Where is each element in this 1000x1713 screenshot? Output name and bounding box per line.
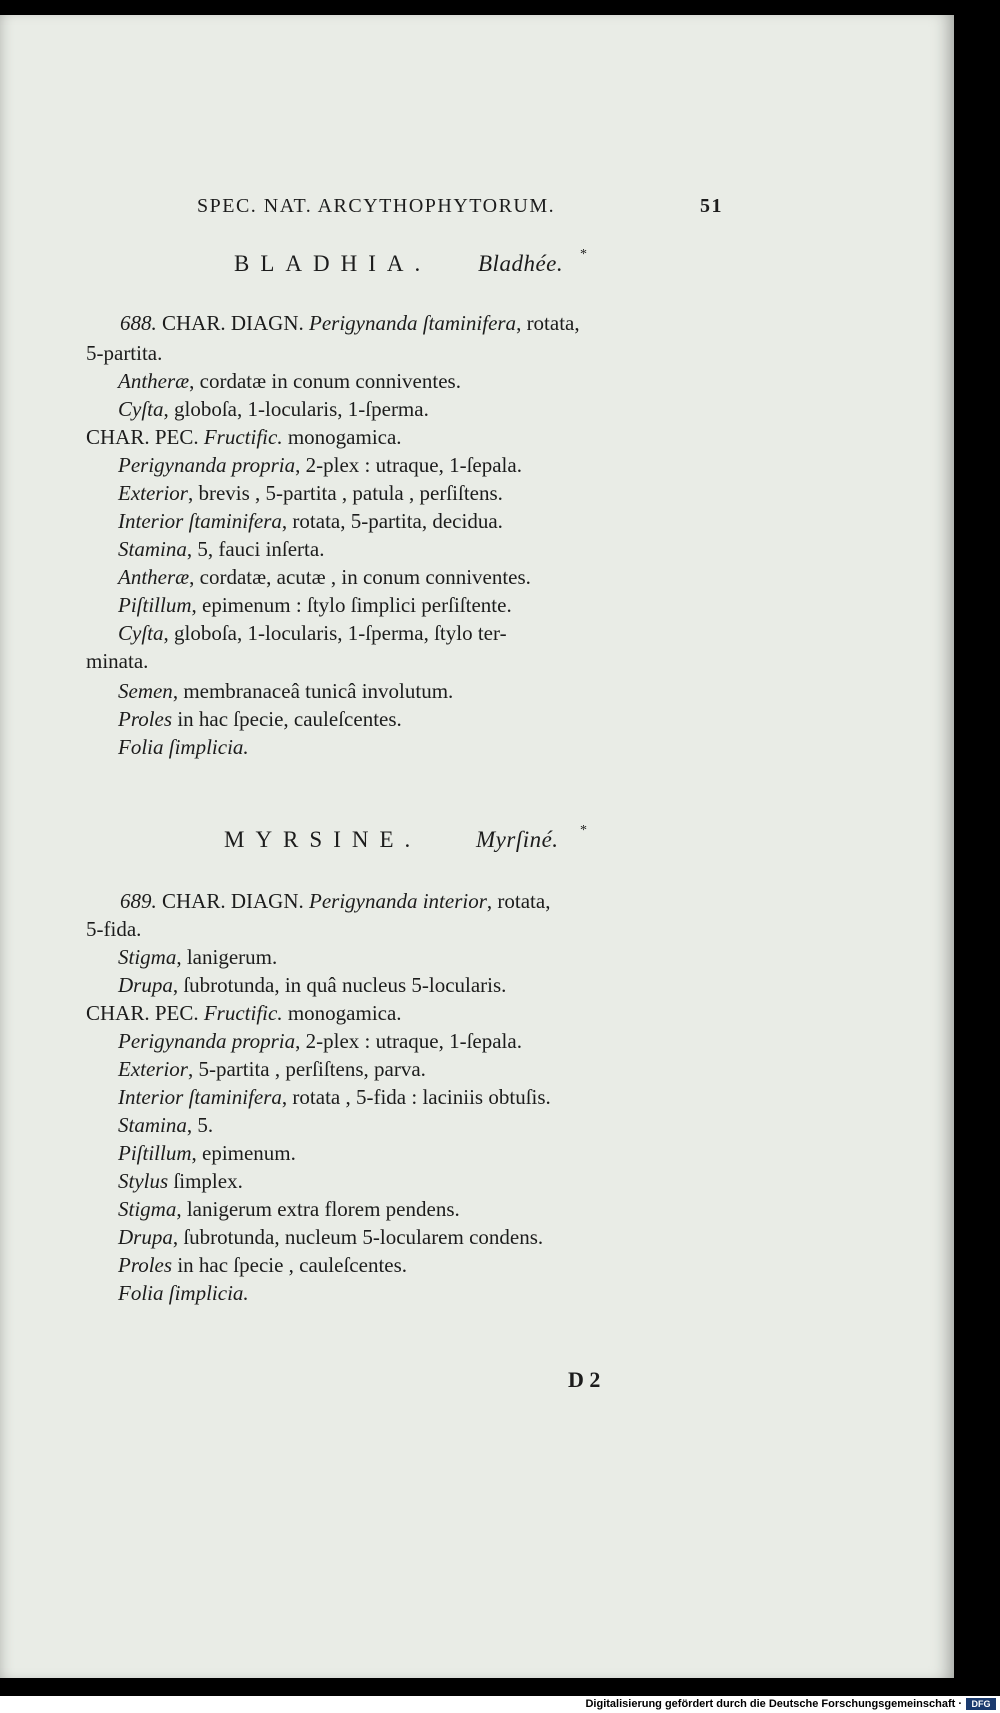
description: , 2-plex : utraque, 1-ſepala.: [295, 453, 522, 477]
running-title: SPEC. NAT. ARCYTHOPHYTORUM.: [197, 195, 556, 217]
term: Exterior: [118, 1057, 188, 1081]
term: Stylus: [118, 1169, 169, 1193]
term: Perigynanda propria: [118, 1029, 296, 1053]
term: Semen: [118, 679, 173, 703]
text-line: [120, 889, 550, 914]
term: Cyſta: [118, 621, 164, 645]
description: , rotata,: [486, 889, 551, 913]
term: Interior ſtaminifera: [118, 1085, 282, 1109]
digitization-footer: [0, 1696, 1000, 1713]
asterisk: *: [580, 247, 587, 262]
text-line: [118, 1085, 551, 1110]
footer-text: Digitalisierung gefördert durch die Deutsche Forschungsgemeinschaft ·: [585, 1698, 962, 1710]
description: in hac ſpecie, cauleſcentes.: [172, 707, 402, 731]
text-line: [86, 341, 162, 366]
text-line: [118, 1197, 460, 1222]
term: Perigynanda interior: [309, 889, 487, 913]
term: Fructific.: [203, 1001, 283, 1025]
term: Antheræ: [118, 565, 190, 589]
text-line: [118, 1281, 249, 1306]
description: 5-fida.: [86, 917, 142, 941]
term: Folia ſimplicia.: [118, 735, 249, 759]
description: monogamica.: [282, 425, 402, 449]
description: monogamica.: [282, 1001, 402, 1025]
description: , cordatæ, acutæ , in conum conniventes.: [189, 565, 531, 589]
text-line: [118, 397, 429, 422]
text-line: [118, 593, 512, 618]
description: , membranaceâ tunicâ involutum.: [172, 679, 454, 703]
french-name: Myrſiné.: [476, 827, 559, 852]
book-page: [0, 15, 954, 1678]
text-line: [118, 945, 277, 970]
text-line: [118, 735, 249, 760]
text-line: [86, 917, 141, 942]
char-label: CHAR. PEC.: [86, 425, 204, 449]
term: Exterior: [118, 481, 188, 505]
term: Cyſta: [118, 397, 164, 421]
char-label: CHAR. DIAGN.: [162, 311, 309, 335]
description: , ſubrotunda, nucleum 5-locularem condens.: [172, 1225, 544, 1249]
term: Fructific.: [203, 425, 283, 449]
description: , lanigerum.: [176, 945, 278, 969]
term: Drupa: [118, 973, 173, 997]
description: , 5.: [186, 1113, 214, 1137]
description: , epimenum.: [191, 1141, 296, 1165]
description: , 2-plex : utraque, 1-ſepala.: [295, 1029, 522, 1053]
text-line: [118, 707, 402, 732]
text-line: [118, 453, 522, 478]
asterisk: *: [580, 823, 587, 838]
text-line: [118, 1253, 407, 1278]
term: Stigma: [118, 945, 177, 969]
text-line: [118, 621, 507, 646]
term: Antheræ: [118, 369, 190, 393]
term: Proles: [118, 1253, 173, 1277]
description: , ſubrotunda, in quâ nucleus 5-locularis.: [172, 973, 507, 997]
description: , cordatæ in conum conniventes.: [189, 369, 461, 393]
text-line: [118, 481, 503, 506]
text-line: [118, 509, 503, 534]
term: Interior ſtaminifera: [118, 509, 282, 533]
text-line: [118, 679, 453, 704]
description: minata.: [86, 649, 149, 673]
description: , rotata, 5-partita, decidua.: [281, 509, 503, 533]
description: , 5-partita , perſiſtens, parva.: [187, 1057, 426, 1081]
french-name: Bladhée.: [478, 251, 564, 276]
char-label: CHAR. DIAGN.: [162, 889, 309, 913]
genus-name: BLADHIA.: [234, 251, 432, 276]
term: Drupa: [118, 1225, 173, 1249]
description: , rotata,: [516, 311, 580, 335]
description: in hac ſpecie , cauleſcentes.: [172, 1253, 408, 1277]
term: Stamina: [118, 1113, 187, 1137]
description: , globoſa, 1-locularis, 1-ſperma, ſtylo ter-: [163, 621, 507, 645]
description: , rotata , 5-fida : laciniis obtuſis.: [281, 1085, 551, 1109]
term: Piſtillum: [118, 593, 192, 617]
description: , 5, fauci inſerta.: [186, 537, 325, 561]
char-label: CHAR. PEC.: [86, 1001, 204, 1025]
page-number: 51: [700, 195, 723, 217]
text-line: [118, 1225, 543, 1250]
dfg-logo: DFG: [966, 1698, 996, 1710]
text-line: [86, 1001, 402, 1026]
text-line: [118, 973, 506, 998]
text-line: [118, 1057, 426, 1082]
term: Folia ſimplicia.: [118, 1281, 249, 1305]
text-line: [120, 311, 580, 336]
description: , brevis , 5-partita , patula , perſiſtens.: [187, 481, 503, 505]
term: Proles: [118, 707, 173, 731]
text-line: [118, 565, 531, 590]
term: Stigma: [118, 1197, 177, 1221]
term: Piſtillum: [118, 1141, 192, 1165]
text-line: [86, 649, 148, 674]
text-line: [118, 1113, 213, 1138]
entry-number: 688.: [120, 311, 162, 335]
text-line: [118, 537, 324, 562]
text-line: [118, 1029, 522, 1054]
term: Perigynanda ſtaminifera: [309, 311, 517, 335]
genus-name: MYRSINE.: [224, 827, 422, 852]
text-line: [86, 425, 402, 450]
signature-mark: D 2: [568, 1367, 601, 1392]
description: 5-partita.: [86, 341, 163, 365]
description: , lanigerum extra florem pendens.: [176, 1197, 460, 1221]
entry-number: 689.: [120, 889, 162, 913]
text-line: [118, 1169, 243, 1194]
text-line: [118, 1141, 296, 1166]
term: Perigynanda propria: [118, 453, 296, 477]
description: , globoſa, 1-locularis, 1-ſperma.: [163, 397, 429, 421]
term: Stamina: [118, 537, 187, 561]
text-line: [118, 369, 461, 394]
description: , epimenum : ſtylo ſimplici perſiſtente.: [191, 593, 512, 617]
description: ſimplex.: [168, 1169, 243, 1193]
